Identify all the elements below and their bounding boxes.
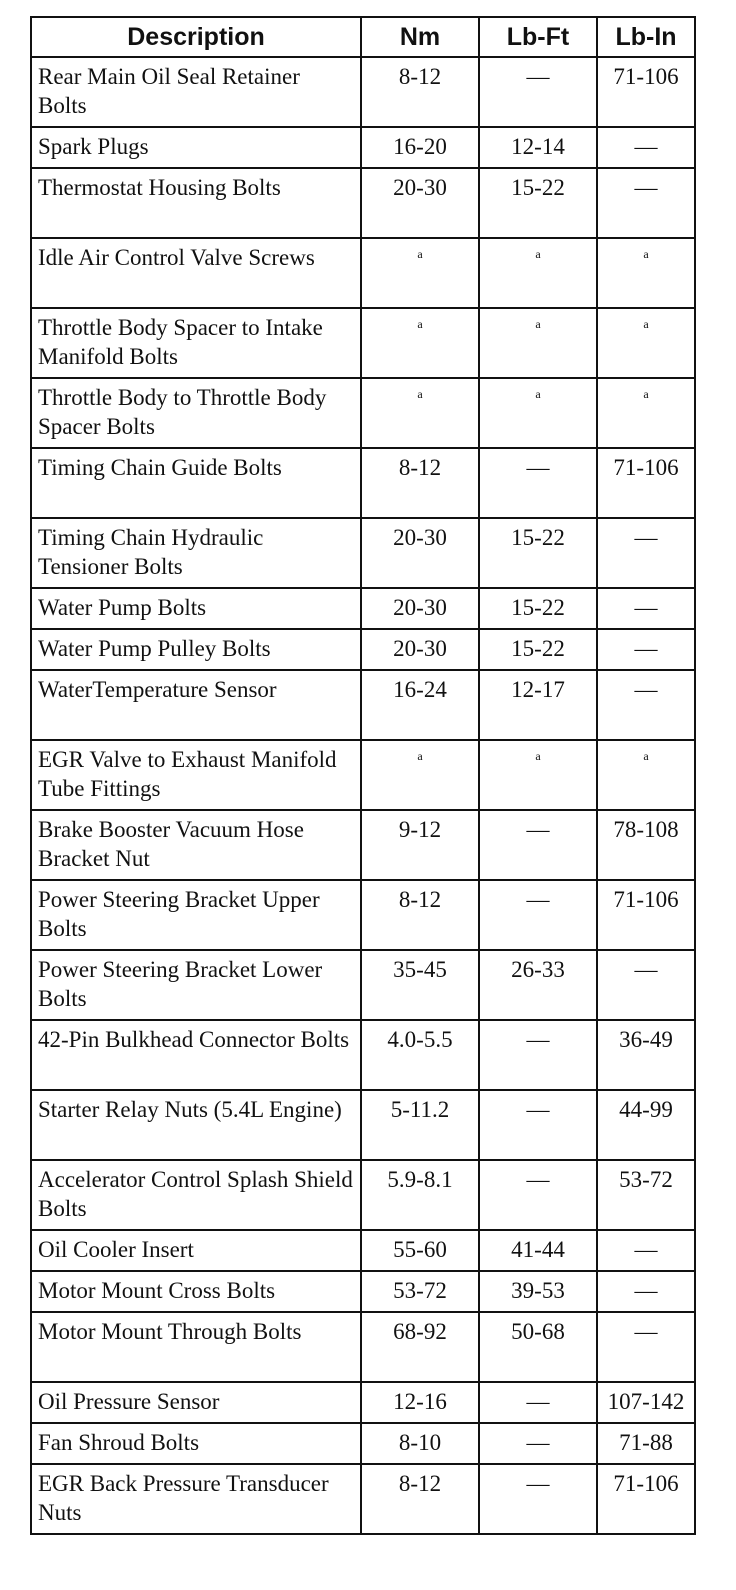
row-description: EGR Back Pressure Transducer Nuts bbox=[31, 1464, 361, 1534]
footnote-marker: a bbox=[535, 387, 541, 401]
row-nm: 5-11.2 bbox=[361, 1090, 479, 1160]
row-description: Throttle Body Spacer to Intake Manifold Bolts bbox=[31, 308, 361, 378]
row-nm: 20-30 bbox=[361, 588, 479, 629]
row-lb-in: 107-142 bbox=[597, 1382, 695, 1423]
row-description: Idle Air Control Valve Screws bbox=[31, 238, 361, 308]
table-row bbox=[31, 1090, 695, 1160]
row-lb-ft: 15-22 bbox=[479, 518, 597, 588]
header-lb-in: Lb-In bbox=[597, 17, 695, 57]
table-row bbox=[31, 670, 695, 740]
row-description: Timing Chain Guide Bolts bbox=[31, 448, 361, 518]
table-row bbox=[31, 448, 695, 518]
table-row bbox=[31, 1271, 695, 1312]
table-row bbox=[31, 57, 695, 127]
row-nm: 8-12 bbox=[361, 448, 479, 518]
row-lb-in: 36-49 bbox=[597, 1020, 695, 1090]
row-nm: 55-60 bbox=[361, 1230, 479, 1271]
row-description: Thermostat Housing Bolts bbox=[31, 168, 361, 238]
table-row bbox=[31, 740, 695, 810]
row-nm: 4.0-5.5 bbox=[361, 1020, 479, 1090]
row-description: WaterTemperature Sensor bbox=[31, 670, 361, 740]
footnote-marker: a bbox=[417, 749, 423, 763]
row-lb-ft: — bbox=[479, 1020, 597, 1090]
row-lb-in bbox=[597, 378, 695, 448]
table-row bbox=[31, 950, 695, 1020]
row-lb-ft: 15-22 bbox=[479, 168, 597, 238]
table-row bbox=[31, 518, 695, 588]
row-nm bbox=[361, 238, 479, 308]
row-description: Brake Booster Vacuum Hose Bracket Nut bbox=[31, 810, 361, 880]
row-lb-ft: 39-53 bbox=[479, 1271, 597, 1312]
table-row bbox=[31, 1230, 695, 1271]
footnote-marker: a bbox=[535, 317, 541, 331]
row-lb-in: — bbox=[597, 1230, 695, 1271]
row-lb-ft: 15-22 bbox=[479, 588, 597, 629]
row-description: Power Steering Bracket Lower Bolts bbox=[31, 950, 361, 1020]
row-nm: 16-20 bbox=[361, 127, 479, 168]
row-lb-ft: — bbox=[479, 57, 597, 127]
row-lb-in: — bbox=[597, 127, 695, 168]
row-lb-in: — bbox=[597, 518, 695, 588]
row-nm: 9-12 bbox=[361, 810, 479, 880]
row-nm bbox=[361, 308, 479, 378]
footnote-marker: a bbox=[417, 247, 423, 261]
row-lb-in: — bbox=[597, 1312, 695, 1382]
table-row bbox=[31, 127, 695, 168]
row-lb-in: — bbox=[597, 168, 695, 238]
row-lb-ft: — bbox=[479, 448, 597, 518]
row-lb-in: — bbox=[597, 629, 695, 670]
row-lb-ft bbox=[479, 378, 597, 448]
row-nm: 68-92 bbox=[361, 1312, 479, 1382]
table-row bbox=[31, 1423, 695, 1464]
row-lb-ft: — bbox=[479, 1160, 597, 1230]
row-lb-ft: 26-33 bbox=[479, 950, 597, 1020]
row-lb-ft: 12-14 bbox=[479, 127, 597, 168]
row-nm bbox=[361, 740, 479, 810]
row-lb-in: 71-106 bbox=[597, 1464, 695, 1534]
row-description: Timing Chain Hydraulic Tensioner Bolts bbox=[31, 518, 361, 588]
row-description: 42-Pin Bulkhead Connector Bolts bbox=[31, 1020, 361, 1090]
row-lb-in: 53-72 bbox=[597, 1160, 695, 1230]
table-row bbox=[31, 238, 695, 308]
row-lb-in: — bbox=[597, 1271, 695, 1312]
row-lb-in: 44-99 bbox=[597, 1090, 695, 1160]
row-description: Water Pump Pulley Bolts bbox=[31, 629, 361, 670]
row-lb-in: 71-106 bbox=[597, 57, 695, 127]
footnote-marker: a bbox=[643, 317, 649, 331]
row-nm: 16-24 bbox=[361, 670, 479, 740]
table-row bbox=[31, 880, 695, 950]
row-lb-in: 71-106 bbox=[597, 448, 695, 518]
row-description: Spark Plugs bbox=[31, 127, 361, 168]
torque-spec-table bbox=[30, 16, 696, 1535]
row-nm: 8-10 bbox=[361, 1423, 479, 1464]
row-description: EGR Valve to Exhaust Manifold Tube Fittings bbox=[31, 740, 361, 810]
row-description: Rear Main Oil Seal Retainer Bolts bbox=[31, 57, 361, 127]
row-description: Motor Mount Through Bolts bbox=[31, 1312, 361, 1382]
table-row bbox=[31, 1464, 695, 1534]
row-nm: 5.9-8.1 bbox=[361, 1160, 479, 1230]
footnote-marker: a bbox=[643, 247, 649, 261]
footnote-marker: a bbox=[643, 387, 649, 401]
header-description: Description bbox=[31, 17, 361, 57]
row-description: Power Steering Bracket Upper Bolts bbox=[31, 880, 361, 950]
row-description: Water Pump Bolts bbox=[31, 588, 361, 629]
row-description: Fan Shroud Bolts bbox=[31, 1423, 361, 1464]
row-lb-ft: — bbox=[479, 1382, 597, 1423]
footnote-marker: a bbox=[417, 387, 423, 401]
row-description: Throttle Body to Throttle Body Spacer Bolts bbox=[31, 378, 361, 448]
row-nm: 20-30 bbox=[361, 518, 479, 588]
row-description: Motor Mount Cross Bolts bbox=[31, 1271, 361, 1312]
row-lb-ft: 41-44 bbox=[479, 1230, 597, 1271]
table-row bbox=[31, 588, 695, 629]
row-lb-ft: — bbox=[479, 1423, 597, 1464]
row-nm: 20-30 bbox=[361, 629, 479, 670]
footnote-marker: a bbox=[417, 317, 423, 331]
row-lb-in bbox=[597, 238, 695, 308]
row-nm: 35-45 bbox=[361, 950, 479, 1020]
row-lb-ft: — bbox=[479, 1090, 597, 1160]
row-lb-in bbox=[597, 308, 695, 378]
row-lb-in: — bbox=[597, 588, 695, 629]
row-lb-ft: — bbox=[479, 810, 597, 880]
row-lb-ft bbox=[479, 740, 597, 810]
row-lb-ft bbox=[479, 238, 597, 308]
table-row bbox=[31, 378, 695, 448]
row-lb-ft: 15-22 bbox=[479, 629, 597, 670]
footnote-marker: a bbox=[643, 749, 649, 763]
row-lb-in bbox=[597, 740, 695, 810]
row-nm: 53-72 bbox=[361, 1271, 479, 1312]
row-lb-ft bbox=[479, 308, 597, 378]
header-row bbox=[31, 17, 695, 57]
row-lb-in: 71-88 bbox=[597, 1423, 695, 1464]
row-lb-in: 71-106 bbox=[597, 880, 695, 950]
row-nm: 8-12 bbox=[361, 57, 479, 127]
table-row bbox=[31, 810, 695, 880]
footnote-marker: a bbox=[535, 247, 541, 261]
header-lb-ft: Lb-Ft bbox=[479, 17, 597, 57]
row-lb-in: 78-108 bbox=[597, 810, 695, 880]
table-body bbox=[31, 57, 695, 1534]
table-row bbox=[31, 629, 695, 670]
row-lb-ft: 50-68 bbox=[479, 1312, 597, 1382]
table-row bbox=[31, 1020, 695, 1090]
row-lb-ft: — bbox=[479, 880, 597, 950]
row-description: Oil Pressure Sensor bbox=[31, 1382, 361, 1423]
row-lb-ft: — bbox=[479, 1464, 597, 1534]
row-nm: 8-12 bbox=[361, 880, 479, 950]
header-nm: Nm bbox=[361, 17, 479, 57]
footnote-marker: a bbox=[535, 749, 541, 763]
table-row bbox=[31, 168, 695, 238]
row-nm: 12-16 bbox=[361, 1382, 479, 1423]
row-nm: 8-12 bbox=[361, 1464, 479, 1534]
row-lb-ft: 12-17 bbox=[479, 670, 597, 740]
row-lb-in: — bbox=[597, 950, 695, 1020]
row-description: Accelerator Control Splash Shield Bolts bbox=[31, 1160, 361, 1230]
table-row bbox=[31, 1312, 695, 1382]
row-lb-in: — bbox=[597, 670, 695, 740]
table-row bbox=[31, 308, 695, 378]
row-nm bbox=[361, 378, 479, 448]
table-row bbox=[31, 1160, 695, 1230]
table-row bbox=[31, 1382, 695, 1423]
row-description: Oil Cooler Insert bbox=[31, 1230, 361, 1271]
row-nm: 20-30 bbox=[361, 168, 479, 238]
row-description: Starter Relay Nuts (5.4L Engine) bbox=[31, 1090, 361, 1160]
